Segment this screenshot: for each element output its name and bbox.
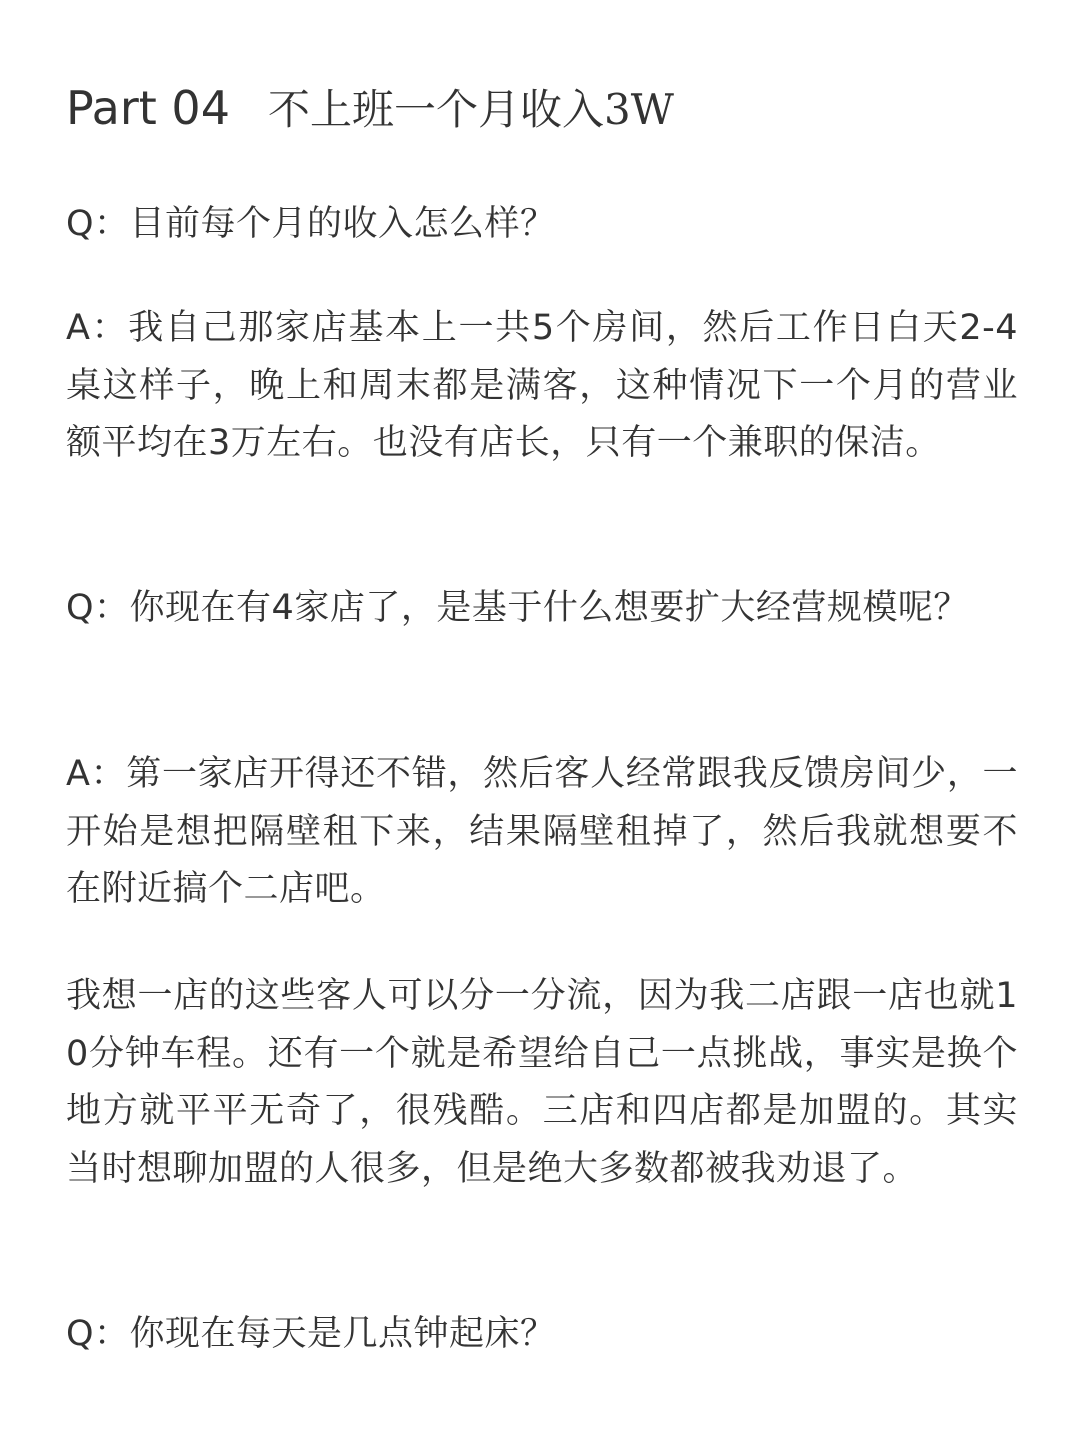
question-paragraph: Q：你现在有4家店了，是基于什么想要扩大经营规模呢？ [66,588,969,628]
answer-paragraph: A：我自己那家店基本上一共5个房间，然后工作日白天2-4桌这样子，晚上和周末都是满客，这种情况下一个月的营业额平均在3万左右。也没有店长，只有一个兼职的保洁。 [66,308,1018,463]
page-subtitle: 不上班一个月收入3W [267,85,674,134]
question-paragraph: Q：你现在每天是几点钟起床？ [66,1314,556,1354]
answer-paragraph: A：第一家店开得还不错，然后客人经常跟我反馈房间少，一开始是想把隔壁租下来，结果隔壁租掉了，然后我就想要不在附近搞个二店吧。 [66,754,1018,909]
answer-paragraph: 我想一店的这些客人可以分一分流，因为我二店跟一店也就10分钟车程。还有一个就是希望给自己一点挑战，事实是换个地方就平平无奇了，很残酷。三店和四店都是加盟的。其实当时想聊加盟的人很多，但是绝大多数都被我劝退了。 [66,976,1018,1189]
part-label: Part 04 [66,81,230,135]
question-paragraph: Q：目前每个月的收入怎么样？ [66,204,556,244]
page-title [66,78,674,140]
